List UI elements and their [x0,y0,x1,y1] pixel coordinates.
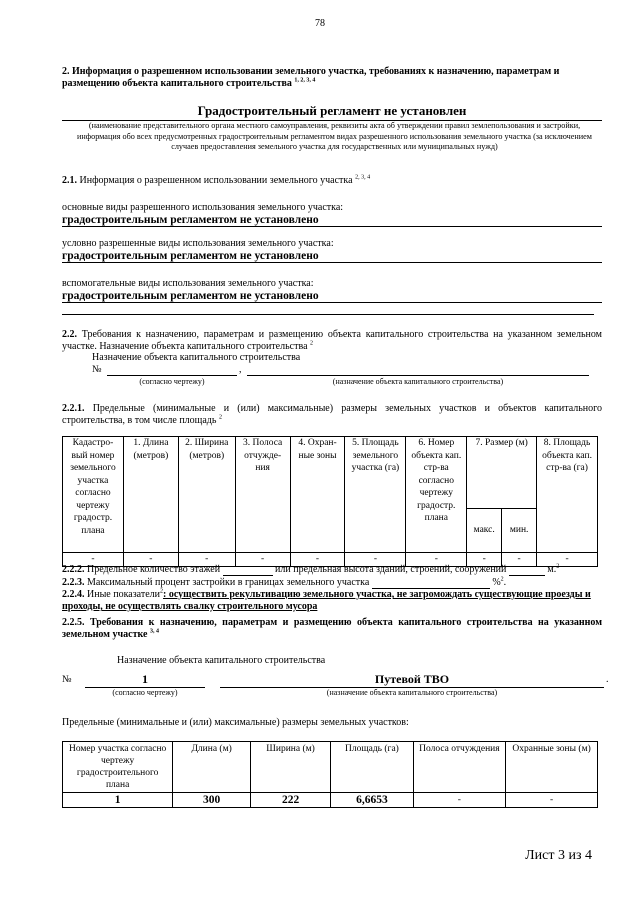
cell: - [537,553,598,567]
cell: - [63,553,124,567]
cell: - [290,553,345,567]
cell: - [123,553,178,567]
header-plot-area: 5. Площадь земельного участка (га) [345,437,406,553]
auxiliary-uses-label: вспомогательные виды использования земельного участка: [62,278,314,289]
object-number-blank[interactable] [107,375,237,376]
conditional-uses-value: градостроительным регламентом не установлено [62,250,602,263]
section-2-heading: 2. Информация о разрешенном использовании земельного участка, требованиях к назначению, параметрам и размещению объекта капитального строительства $^{1, 2, 3, 4}$ [62,66,560,89]
main-uses-value: градостроительным регламентом не установлено [62,214,602,227]
header-width: 2. Ширина (метров) [178,437,235,553]
purpose-label: Назначение объекта капитального строительства [92,352,301,363]
period: . [606,674,609,685]
object-number-value: 1 [85,672,205,688]
cell: - [178,553,235,567]
floors-blank[interactable] [223,564,273,576]
plot-limits-title: Предельные (минимальные и (или) максимальные) размеры земельных участков: [62,717,409,728]
page-number: 78 [315,18,325,29]
object-purpose-value: Путевой ТВО [220,672,604,688]
cell-width: 222 [250,793,330,808]
auxiliary-uses-value: градостроительным регламентом не установлено [62,290,602,303]
sheet-number: Лист 3 из 4 [525,848,592,863]
object-purpose-blank[interactable] [247,375,589,376]
section-2-1-title: 2.1. Информация о разрешенном использовании земельного участка $^{2, 3, 4}$ [62,174,371,186]
header-max: макс. [467,509,502,553]
percent-blank[interactable] [372,577,490,589]
section-2-2-3: 2.2.3. Максимальный процент застройки в границах земельного участка %$^2$. [62,576,507,588]
header-protected-zones-m: Охранные зоны (м) [506,742,598,793]
plot-limits-table [62,741,598,808]
cell-area: 6,6653 [331,793,413,808]
header-object-number: 6. Номер объекта кап. стр-ва согласно чертежу градостр. плана [406,437,467,553]
header-length-m: Длина (м) [173,742,251,793]
header-protected-zones: 4. Охран-ные зоны [290,437,345,553]
header-object-area: 8. Площадь объекта кап. стр-ва (га) [537,437,598,553]
header-width-m: Ширина (м) [250,742,330,793]
regulation-title: Градостроительный регламент не установлен [62,103,602,121]
purpose-label-2: Назначение объекта капитального строительства [117,655,326,666]
header-cadastral: Кадастро-вый номер земельного участка согласно чертежу градостр. плана [63,437,124,553]
section-2-2-4: 2.2.4. Иные показатели$^2$: осуществить рекультивацию земельного участка, не загромождать существующие проезды и проходы, не осуществлять свалку строительного мусора [62,588,591,612]
divider-line [62,314,594,315]
header-alienation-strip: Полоса отчуждения [413,742,506,793]
section-2-2-1-title: 2.2.1. Предельные (минимальные и (или) максимальные) размеры земельных участков и объектов капитального строительства, в том числе площадь $^2$ [62,403,602,426]
cell: - [345,553,406,567]
cell: - [502,553,537,567]
section-2-2-5-title: 2.2.5. Требования к назначению, параметрам и размещению объекта капитального строительства на указанном земельном участке $^{3, 4}$ [62,617,603,640]
cell-protected-zones: - [506,793,598,808]
cell: - [406,553,467,567]
regulation-note: (наименование представительного органа местного самоуправления, реквизиты акта об утверждении правил землепользования и застройки, информация обо всех предусмотренных градостроительным регламентом видах разрешенного использования земельного участка (за исключением случаев предоставления земельного участка для государственных или муниципальных нужд) [77,121,592,151]
caption-purpose: (назначение объекта капитального строительства) [332,377,504,386]
cell: - [235,553,290,567]
main-uses-label: основные виды разрешенного использования земельного участка: [62,202,344,213]
cell-plot-number: 1 [63,793,173,808]
header-length: 1. Длина (метров) [123,437,178,553]
section-2-2-2: 2.2.2. Предельное количество этажей или предельная высота зданий, строений, сооружений м.$^2$ [62,563,560,575]
caption-by-drawing: (согласно чертежу) [139,377,205,386]
header-alienation: 3. Полоса отчужде-ния [235,437,290,553]
cell-length: 300 [173,793,251,808]
number-sign: № [92,364,102,375]
number-sign-2: № [62,674,72,685]
header-plot-number: Номер участка согласно чертежу градостроительного плана [63,742,173,793]
height-blank[interactable] [509,564,545,576]
other-indicators-value: : осуществить рекультивацию земельного участка, не загромождать существующие проезды и проходы, не осуществлять свалку строительного мусора [62,589,591,612]
cell: - [467,553,502,567]
cell-alienation: - [413,793,506,808]
header-area-ha: Площадь (га) [331,742,413,793]
comma: , [239,364,242,375]
caption-by-drawing-2: (согласно чертежу) [112,688,178,697]
header-min: мин. [502,509,537,553]
header-size: 7. Размер (м) [467,437,537,509]
dimensions-table [62,436,598,567]
conditional-uses-label: условно разрешенные виды использования земельного участка: [62,238,334,249]
caption-purpose-2: (назначение объекта капитального строительства) [326,688,498,697]
section-2-2-title: 2.2. Требования к назначению, параметрам и размещению объекта капитального строительства на указанном земельном участке. Назначение объекта капитального строительства $^2$ [62,329,602,352]
